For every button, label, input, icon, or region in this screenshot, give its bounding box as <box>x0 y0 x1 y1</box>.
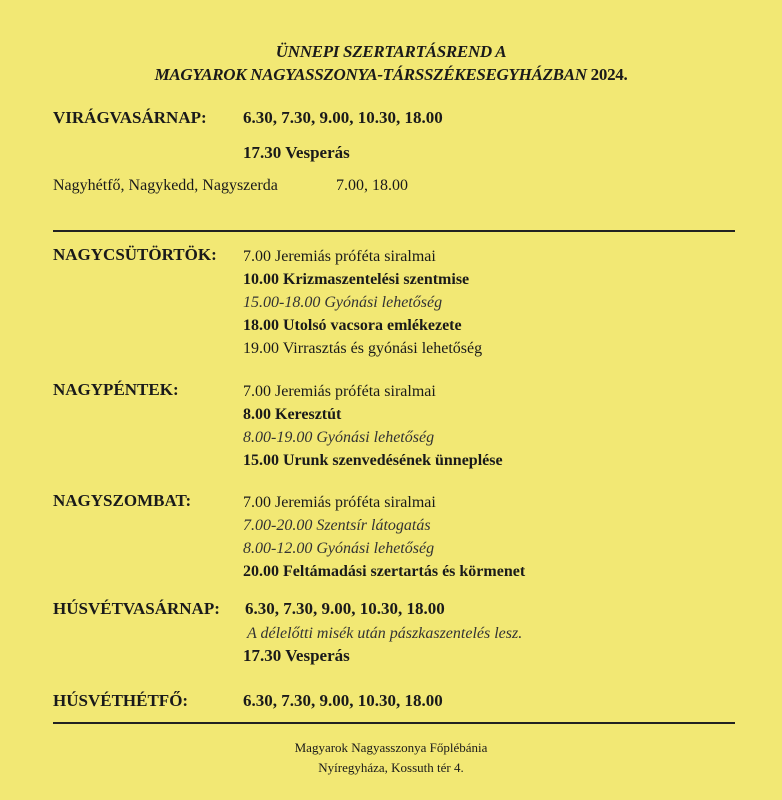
list-item: 7.00-20.00 Szentsír látogatás <box>243 517 431 534</box>
nagycsutortok-label: NAGYCSÜTÖRTÖK: <box>53 245 217 264</box>
list-item: 15.00-18.00 Gyónási lehetőség <box>243 294 443 311</box>
list-item: 7.00 Jeremiás próféta siralmai <box>243 383 436 400</box>
husvetvasarnap-times: 6.30, 7.30, 9.00, 10.30, 18.00 <box>245 599 445 618</box>
husvethetfo-label: HÚSVÉTHÉTFŐ: <box>53 691 189 710</box>
viragvasarnap-times: 6.30, 7.30, 9.00, 10.30, 18.00 <box>243 108 443 127</box>
viragvasarnap-vespers: 17.30 Vesperás <box>243 143 350 162</box>
title-church: MAGYAROK NAGYASSZONYA-TÁRSSZÉKESEGYHÁZBAN <box>154 65 587 84</box>
viragvasarnap-label: VIRÁGVASÁRNAP: <box>53 108 207 127</box>
nagycsutortok-list <box>243 245 482 360</box>
divider-top <box>53 230 735 232</box>
husvetvasarnap-label: HÚSVÉTVASÁRNAP: <box>53 599 220 618</box>
title-year: 2024. <box>590 65 628 84</box>
footer-address: Nyíregyháza, Kossuth tér 4. <box>318 760 464 775</box>
list-item: 18.00 Utolsó vacsora emlékezete <box>243 317 462 334</box>
title-line-2 <box>0 63 782 86</box>
page-title <box>0 40 782 86</box>
husvethetfo-times: 6.30, 7.30, 9.00, 10.30, 18.00 <box>243 691 443 710</box>
list-item: 8.00-19.00 Gyónási lehetőség <box>243 429 435 446</box>
nagypentek-label: NAGYPÉNTEK: <box>53 380 179 399</box>
weekdays-label: Nagyhétfő, Nagykedd, Nagyszerda <box>53 177 278 194</box>
list-item: 10.00 Krizmaszentelési szentmise <box>243 271 470 288</box>
list-item: 7.00 Jeremiás próféta siralmai <box>243 248 436 265</box>
list-item: 8.00-12.00 Gyónási lehetőség <box>243 540 435 557</box>
divider-bottom <box>53 722 735 724</box>
husvetvasarnap-vespers: 17.30 Vesperás <box>243 646 350 665</box>
weekdays-times: 7.00, 18.00 <box>336 177 408 194</box>
list-item: 8.00 Keresztút <box>243 406 342 423</box>
nagyszombat-list <box>243 491 525 583</box>
list-item: 7.00 Jeremiás próféta siralmai <box>243 494 436 511</box>
title-line-1: ÜNNEPI SZERTARTÁSREND A <box>275 42 507 61</box>
list-item: 19.00 Virrasztás és gyónási lehetőség <box>243 340 483 357</box>
footer <box>0 738 782 778</box>
list-item: 20.00 Feltámadási szertartás és körmenet <box>243 563 526 580</box>
nagypentek-list <box>243 380 503 472</box>
nagyszombat-label: NAGYSZOMBAT: <box>53 491 192 510</box>
list-item: 15.00 Urunk szenvedésének ünneplése <box>243 452 503 469</box>
footer-parish: Magyarok Nagyasszonya Főplébánia <box>294 740 488 755</box>
husvetvasarnap-note: A délelőtti misék után pászkaszentelés lesz. <box>247 625 523 642</box>
